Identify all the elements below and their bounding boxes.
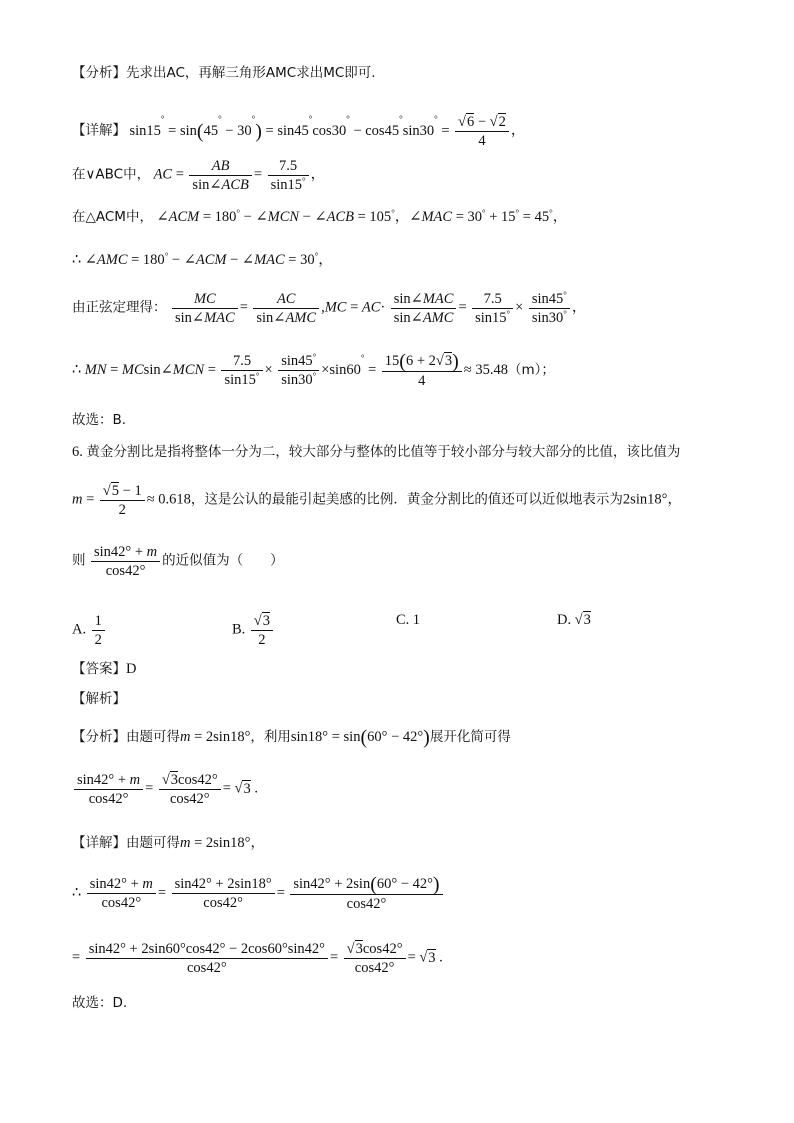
mn-line: ∴ MN = MCsin∠MCN = $\frac{7.5}{\sin 15^\circ}$ × $\frac{\sin 45^\circ}{\sin 30^\circ}$ ×sin60° = $\frac{15(6 + 2√3)}{4}$ ≈ 35.48（m）； [72, 350, 555, 389]
analysis-label: 【分析】 [72, 65, 126, 81]
sin15-expansion: sin15° = sin(45° − 30°) = sin45°cos30° − cos45°sin30° = [129, 114, 450, 143]
detail-frac5: $\frac{√3\cos 42^\circ}{\cos 42^\circ}$ [344, 940, 406, 977]
therefore-symbol-2: ∴ [72, 362, 82, 379]
option-b-value: $\frac{√3}{2}$ [251, 612, 273, 649]
ac-equation: AC = [153, 166, 184, 183]
acm-angles: ∠ACM = 180° − ∠MCN − ∠ACB = 105°，∠MAC = 30° + 15° = 45°， [156, 208, 568, 225]
sin-mac-over-sin-amc: $\frac{\text{sin∠MAC}}{\text{sin∠AMC}}$ [391, 290, 457, 327]
ab-over-sin-acb: $\frac{AB}{\text{sin∠ACB}}$ [189, 157, 251, 194]
m-variable: m [72, 491, 83, 508]
analysis-frac1: $\frac{\sin 42^\circ + m}{\cos 42^\circ}$ [74, 771, 143, 808]
golden-ratio-fraction: $\frac{√5 - 1}{2}$ [100, 482, 145, 519]
ac-over-sin-amc: $\frac{AC}{\text{sin∠AMC}}$ [253, 290, 319, 327]
q6-stem-text2: ，这是公认的最能引起美感的比例．黄金分割比的值还可以近似地表示为 [190, 491, 623, 508]
option-d-value: √3 [574, 612, 591, 628]
q6-analysis-formula: $\frac{\sin 42^\circ + m}{\cos 42^\circ}$ = $\frac{√3\cos 42^\circ}{\cos 42^\circ}$ = √3 . [72, 771, 258, 808]
q6-expression-fraction: $\frac{\sin 42^\circ + m}{\cos 42^\circ}$ [91, 543, 160, 580]
q6-analysis-a: 由题可得 [126, 729, 180, 745]
q6-stem-line1 [72, 442, 680, 463]
q6-stem-line2: m = $\frac{√5 - 1}{2}$ ≈ 0.618，这是公认的最能引起美感的比例．黄金分割比的值还可以近似地表示为2sin18°， [72, 483, 682, 518]
mc-frac2: $\frac{\sin 45^\circ}{\sin 30^\circ}$ [529, 290, 570, 327]
option-a[interactable] [72, 612, 107, 649]
triangle-abc-text: 在∨ABC中， [72, 166, 151, 183]
triangle-acm-text: 在△ACM中， [72, 209, 153, 225]
detail-frac4: $\frac{\sin 42^\circ + 2\sin 60^\circ\cos 42^\circ - 2\cos 60^\circ\sin 42^\circ}{\cos 42^\circ}$ [86, 940, 328, 977]
q6-detail-formula1: ∴ $\frac{\sin 42^\circ + m}{\cos 42^\circ}$ = $\frac{\sin 42^\circ + 2\sin 18^\circ}{\cos 42^\circ}$ = $\frac{\sin 42^\circ + 2\sin(60^\circ - 42^\circ)}{\cos 42^\circ}$ [72, 875, 445, 913]
option-c[interactable] [396, 612, 420, 629]
option-d[interactable] [557, 612, 591, 629]
prev-analysis-text: 先求出AC，再解三角形AMC求出MC即可. [126, 65, 376, 81]
option-c-value: 1 [412, 612, 421, 628]
option-b[interactable] [232, 612, 275, 649]
detail-frac3: $\frac{\sin 42^\circ + 2\sin(60^\circ - 42^\circ)}{\cos 42^\circ}$ [290, 875, 442, 913]
option-a-value: $\frac{1}{2}$ [92, 612, 105, 649]
mn-equation: MN = MCsin∠MCN = [84, 362, 216, 379]
q6-ask-text: 的近似值为（ ） [162, 552, 284, 569]
analysis-frac2: $\frac{√3\cos 42^\circ}{\cos 42^\circ}$ [159, 771, 221, 808]
detail-frac2: $\frac{\sin 42^\circ + 2\sin 18^\circ}{\cos 42^\circ}$ [172, 875, 275, 912]
q6-detail-line: 【详解】由题可得m = 2sin18°， [72, 835, 265, 851]
two-sin18: 2sin18°， [622, 491, 682, 508]
q6-detail-formula2: = $\frac{\sin 42^\circ + 2\sin 60^\circ\cos 42^\circ - 2\cos 60^\circ\sin 42^\circ}{\cos 42^\circ}$ = $\frac{√3\cos 42^\circ}{\cos 42^\circ}$ = √3 . [72, 941, 443, 976]
q6-stem-line3 [72, 543, 284, 580]
answer-value: D [126, 661, 137, 677]
option-c-label: C. [396, 612, 410, 628]
then-text: 则 [72, 552, 86, 569]
prev-choice: 故选：B. [72, 412, 127, 428]
q6-analysis-label: 【分析】 [72, 729, 126, 745]
mc-over-sin-mac: $\frac{MC}{\text{sin∠MAC}}$ [172, 290, 238, 327]
amc-line [72, 250, 333, 271]
detail-frac1: $\frac{\sin 42^\circ + m}{\cos 42^\circ}$ [87, 875, 156, 912]
prev-analysis-line [72, 63, 376, 84]
law-of-sines-text: 由正弦定理得： [72, 299, 167, 316]
unit-text: （m）； [507, 362, 555, 379]
answer-line [72, 659, 136, 680]
amc-angle: ∠AMC = 180° − ∠ACM − ∠MAC = 30°， [84, 251, 333, 268]
q6-detail-label: 【详解】 [72, 835, 126, 851]
law-of-sines-line: 由正弦定理得： $\frac{MC}{\text{sin∠MAC}}$ = $\frac{AC}{\text{sin∠AMC}}$ ,MC = AC· $\frac{\text{sin∠MAC}}{\text{sin∠AMC}}$ = $\frac{7.5}{\sin 15^\circ}$ × $\frac{\sin 45^\circ}{\sin 30^\circ}$ ， [72, 290, 587, 326]
answer-label: 【答案】 [72, 661, 126, 677]
q6-choice-line [72, 993, 127, 1014]
seven-point-five-over-sin15: $\frac{7.5}{\sin 15^\circ}$ [268, 157, 309, 194]
therefore-symbol-3: ∴ [72, 885, 82, 902]
q6-number: 6. [72, 444, 83, 460]
q6-stem-text1: 黄金分割比是指将整体一分为二，较大部分与整体的比值等于较小部分与较大部分的比值，该比值为 [86, 444, 681, 460]
therefore-symbol: ∴ [72, 252, 82, 268]
detail-label: 【详解】 [72, 122, 126, 139]
option-d-label: D. [557, 612, 572, 628]
mc-frac1: $\frac{7.5}{\sin 15^\circ}$ [472, 290, 513, 327]
explain-label: 【解析】 [72, 691, 126, 707]
prev-detail-line: 【详解】 sin15° = sin(45° − 30°) = sin45°cos30° − cos45°sin30° = $\frac{√6 - √2}{4}$ ， [72, 114, 526, 149]
sin15-result-fraction: $\frac{√6 - √2}{4}$ [455, 113, 509, 150]
mn-result-fraction: $\frac{15(6 + 2√3)}{4}$ [382, 352, 462, 390]
q6-analysis-b: ，利用 [250, 729, 291, 745]
option-a-label: A. [72, 621, 87, 638]
q6-choice: 故选：D. [72, 995, 128, 1011]
ac-line: 在∨ABC中， AC = $\frac{AB}{\text{sin∠ACB}}$ = $\frac{7.5}{\sin 15^\circ}$ ， [72, 158, 326, 193]
q6-analysis-c: 展开化简可得 [429, 729, 511, 745]
prev-choice-line [72, 410, 126, 431]
acm-line [72, 207, 567, 228]
q6-analysis-line: 【分析】由题可得m = 2sin18°，利用sin18° = sin(60° − 42°)展开化简可得 [72, 726, 511, 749]
option-b-label: B. [232, 621, 246, 638]
mn-frac2: $\frac{\sin 45^\circ}{\sin 30^\circ}$ [278, 352, 319, 389]
mn-frac1: $\frac{7.5}{\sin 15^\circ}$ [221, 352, 262, 389]
explain-line [72, 689, 126, 710]
q6-detail-a: 由题可得 [126, 835, 180, 851]
